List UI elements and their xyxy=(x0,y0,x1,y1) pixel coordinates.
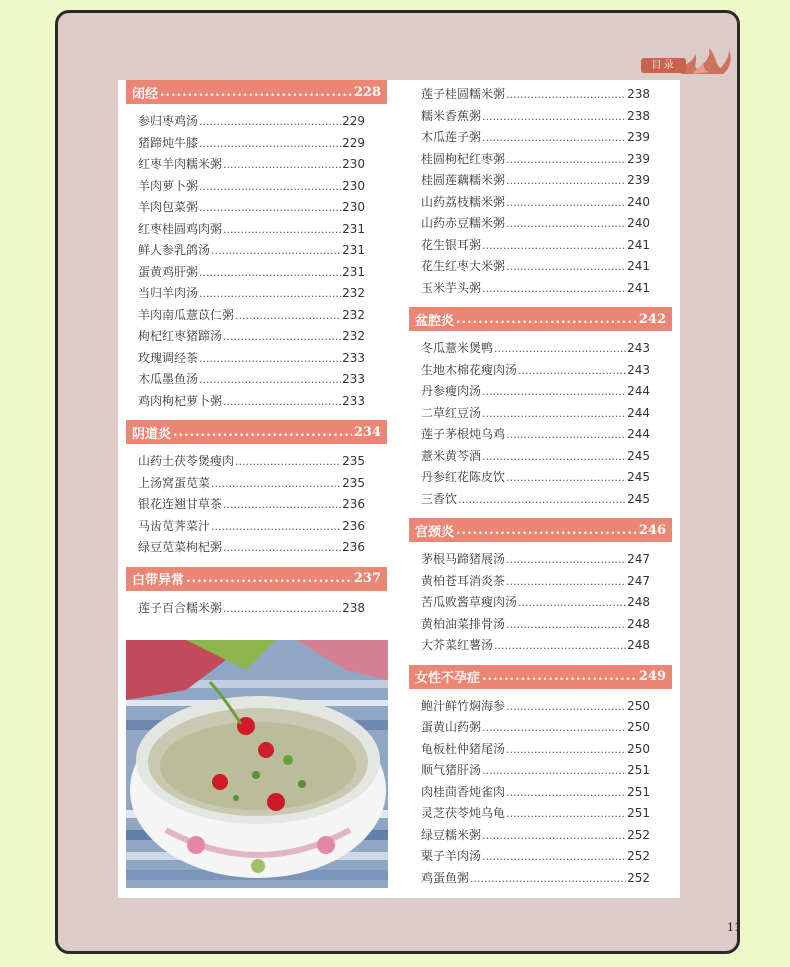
dot-leader xyxy=(482,110,626,123)
toc-entry[interactable] xyxy=(126,198,387,220)
entry-name: 丹参红花陈皮饮 xyxy=(421,470,506,484)
dot-leader xyxy=(506,743,626,756)
toc-entry[interactable] xyxy=(126,327,387,349)
toc-entry[interactable] xyxy=(126,263,387,285)
dot-leader xyxy=(494,342,626,355)
dot-leader xyxy=(456,312,637,327)
dot-leader xyxy=(506,575,626,588)
entry-page-number: 233 xyxy=(342,393,365,408)
entry-name: 桂圆枸杞红枣粥 xyxy=(421,151,506,166)
entry-name: 生地木棉花瘦肉汤 xyxy=(421,362,518,377)
dot-leader xyxy=(482,450,626,463)
dot-leader xyxy=(199,180,341,193)
entry-list xyxy=(126,444,387,567)
entry-name: 肉桂茴香炖雀肉 xyxy=(421,784,506,799)
entry-name: 黄柏油菜排骨汤 xyxy=(421,616,506,631)
toc-entry[interactable] xyxy=(126,112,387,134)
toc-entry[interactable] xyxy=(126,134,387,156)
entry-page-number: 229 xyxy=(342,135,365,150)
porridge-photo xyxy=(126,640,388,888)
entry-name: 花生银耳粥 xyxy=(421,237,482,252)
entry-page-number: 239 xyxy=(627,130,650,144)
entry-name: 羊肉萝卜粥 xyxy=(138,178,199,193)
entry-page-number: 230 xyxy=(342,157,365,171)
toc-entry[interactable] xyxy=(126,392,387,414)
entry-page-number: 231 xyxy=(342,221,365,236)
dot-leader xyxy=(223,330,341,343)
entry-page-number: 232 xyxy=(342,329,365,343)
dot-leader xyxy=(482,282,626,295)
entry-list xyxy=(409,689,672,898)
entry-name: 冬瓜薏米煲鸭 xyxy=(421,341,494,355)
dot-leader xyxy=(223,541,341,554)
section-header[interactable] xyxy=(126,420,387,444)
entry-name: 鲍汁鲜竹焖海参 xyxy=(421,698,506,713)
toc-right-column xyxy=(409,80,672,897)
entry-name: 桂圆莲藕糯米粥 xyxy=(421,173,506,187)
toc-entry[interactable] xyxy=(409,718,672,740)
entry-name: 糯米香蕉粥 xyxy=(421,108,482,123)
entry-page-number: 239 xyxy=(627,151,650,166)
dot-leader xyxy=(223,158,341,171)
entry-name: 山药土茯苓煲瘦肉 xyxy=(138,454,235,468)
toc-entry[interactable] xyxy=(409,636,672,658)
entry-name: 蛋黄山药粥 xyxy=(421,720,482,734)
entry-name: 丹参瘦肉汤 xyxy=(421,384,482,398)
dot-leader xyxy=(482,385,626,398)
dot-leader xyxy=(482,850,626,863)
dot-leader xyxy=(506,196,626,209)
dot-leader xyxy=(199,115,341,128)
dot-leader xyxy=(482,829,626,842)
dot-leader xyxy=(482,407,626,420)
dot-leader xyxy=(482,239,626,252)
dot-leader xyxy=(211,520,341,533)
dot-leader xyxy=(199,287,341,300)
section-title: 闭经 xyxy=(132,86,159,102)
toc-entry[interactable] xyxy=(126,495,387,517)
dot-leader xyxy=(211,244,341,257)
entry-page-number: 241 xyxy=(627,280,650,295)
toc-entry[interactable] xyxy=(409,257,672,279)
entry-name: 鸡蛋鱼粥 xyxy=(421,870,470,885)
entry-name: 茅根马蹄猪展汤 xyxy=(421,552,506,566)
entry-name: 大芥菜红薯汤 xyxy=(421,638,494,652)
entry-page-number: 235 xyxy=(342,475,365,490)
entry-name: 玫瑰调经茶 xyxy=(138,350,199,365)
entry-name: 上汤窝蛋苋菜 xyxy=(138,475,211,490)
entry-name: 蛋黄鸡肝粥 xyxy=(138,264,199,279)
page-frame xyxy=(55,10,740,954)
dot-leader xyxy=(173,425,352,440)
toc-entry[interactable] xyxy=(126,452,387,474)
entry-page-number: 241 xyxy=(627,237,650,252)
entry-page-number: 230 xyxy=(342,178,365,193)
entry-page-number: 250 xyxy=(627,720,650,734)
section-page-number: 242 xyxy=(638,311,666,327)
section-header[interactable] xyxy=(409,665,672,689)
toc-entry[interactable] xyxy=(126,284,387,306)
entry-name: 绿豆苋菜枸杞粥 xyxy=(138,540,223,554)
entry-name: 木瓜莲子粥 xyxy=(421,130,482,144)
toc-entry[interactable] xyxy=(126,474,387,496)
toc-entry[interactable] xyxy=(126,306,387,328)
entry-name: 苦瓜败酱草瘦肉汤 xyxy=(421,595,518,609)
entry-page-number: 239 xyxy=(627,173,650,187)
section-header[interactable] xyxy=(409,518,672,542)
entry-name: 红枣羊肉糯米粥 xyxy=(138,157,223,171)
entry-name: 银花连翘甘草茶 xyxy=(138,497,223,511)
toc-entry[interactable] xyxy=(409,550,672,572)
entry-page-number: 252 xyxy=(627,827,650,842)
entry-name: 鲜人参乳鸽汤 xyxy=(138,243,211,257)
entry-page-number: 240 xyxy=(627,216,650,230)
dot-leader xyxy=(223,602,341,615)
toc-entry[interactable] xyxy=(409,171,672,193)
toc-entry[interactable] xyxy=(126,517,387,539)
section-title: 宫颈炎 xyxy=(415,524,455,540)
section-title: 女性不孕症 xyxy=(415,671,481,686)
dot-leader xyxy=(506,217,626,230)
entry-page-number: 243 xyxy=(627,341,650,355)
entry-page-number: 244 xyxy=(627,405,650,420)
dot-leader xyxy=(458,493,626,506)
entry-list xyxy=(126,104,387,420)
toc-entry[interactable] xyxy=(409,593,672,615)
section-title: 盆腔炎 xyxy=(415,313,455,329)
entry-page-number: 251 xyxy=(627,763,650,777)
toc-entry[interactable] xyxy=(409,236,672,258)
entry-name: 三香饮 xyxy=(421,491,458,506)
dot-leader xyxy=(506,153,626,166)
dot-leader xyxy=(494,639,626,652)
dot-leader xyxy=(235,309,341,322)
dot-leader xyxy=(506,428,626,441)
toc-entry[interactable] xyxy=(126,155,387,177)
dot-leader xyxy=(160,85,352,100)
entry-name: 黄柏苍耳消炎茶 xyxy=(421,573,506,588)
entry-page-number: 240 xyxy=(627,194,650,209)
section-page-number: 228 xyxy=(353,84,381,100)
entry-page-number: 233 xyxy=(342,350,365,365)
entry-page-number: 244 xyxy=(627,384,650,398)
toc-entry[interactable] xyxy=(409,193,672,215)
entry-page-number: 236 xyxy=(342,497,365,511)
dot-leader xyxy=(482,721,626,734)
toc-entry[interactable] xyxy=(409,107,672,129)
entry-name: 顺气猪肝汤 xyxy=(421,763,482,777)
toc-entry[interactable] xyxy=(409,826,672,848)
entry-page-number: 252 xyxy=(627,870,650,885)
entry-page-number: 245 xyxy=(627,448,650,463)
entry-name: 花生红枣大米粥 xyxy=(421,259,506,273)
dot-leader xyxy=(456,523,637,538)
entry-list xyxy=(126,591,387,628)
toc-entry[interactable] xyxy=(126,599,387,621)
toc-left-column xyxy=(126,80,387,627)
dot-leader xyxy=(223,395,341,408)
entry-page-number: 232 xyxy=(342,307,365,322)
entry-name: 参归枣鸡汤 xyxy=(138,114,199,128)
entry-name: 鸡肉枸杞萝卜粥 xyxy=(138,393,223,408)
entry-name: 马齿苋荠菜汁 xyxy=(138,518,211,533)
toc-entry[interactable] xyxy=(409,150,672,172)
dot-leader xyxy=(235,455,341,468)
dot-leader xyxy=(506,786,626,799)
entry-page-number: 248 xyxy=(627,616,650,631)
dot-leader xyxy=(199,352,341,365)
entry-page-number: 236 xyxy=(342,540,365,554)
dot-leader xyxy=(470,872,626,885)
toc-entry[interactable] xyxy=(409,361,672,383)
toc-entry[interactable] xyxy=(409,783,672,805)
toc-entry[interactable] xyxy=(409,404,672,426)
entry-page-number: 243 xyxy=(627,362,650,377)
toc-sheet xyxy=(118,80,680,898)
dot-leader xyxy=(223,223,341,236)
dot-leader xyxy=(506,471,626,484)
entry-name: 木瓜墨鱼汤 xyxy=(138,372,199,386)
toc-entry[interactable] xyxy=(409,847,672,869)
entry-name: 山药赤豆糯米粥 xyxy=(421,216,506,230)
toc-entry[interactable] xyxy=(409,869,672,891)
entry-name: 莲子桂圆糯米粥 xyxy=(421,87,506,101)
dot-leader xyxy=(506,700,626,713)
toc-entry[interactable] xyxy=(409,740,672,762)
entry-name: 枸杞红枣猪蹄汤 xyxy=(138,329,223,343)
entry-name: 猪蹄炖牛膝 xyxy=(138,135,199,150)
entry-page-number: 231 xyxy=(342,243,365,257)
entry-page-number: 248 xyxy=(627,638,650,652)
entry-list xyxy=(409,80,672,307)
entry-name: 薏米黄芩酒 xyxy=(421,448,482,463)
toc-entry[interactable] xyxy=(409,85,672,107)
dot-leader xyxy=(199,373,341,386)
entry-page-number: 229 xyxy=(342,114,365,128)
entry-page-number: 251 xyxy=(627,784,650,799)
toc-entry[interactable] xyxy=(126,241,387,263)
entry-page-number: 238 xyxy=(627,87,650,101)
entry-page-number: 250 xyxy=(627,698,650,713)
page-number: 11 xyxy=(727,921,741,934)
section-page-number: 249 xyxy=(638,669,666,684)
entry-page-number: 238 xyxy=(627,108,650,123)
entry-page-number: 247 xyxy=(627,573,650,588)
toc-entry[interactable] xyxy=(409,339,672,361)
dot-leader xyxy=(506,618,626,631)
entry-page-number: 232 xyxy=(342,286,365,300)
entry-page-number: 245 xyxy=(627,491,650,506)
entry-name: 羊肉南瓜薏苡仁粥 xyxy=(138,307,235,322)
entry-name: 羊肉包菜粥 xyxy=(138,200,199,214)
toc-entry[interactable] xyxy=(126,220,387,242)
toc-entry[interactable] xyxy=(409,761,672,783)
entry-page-number: 248 xyxy=(627,595,650,609)
section-header[interactable] xyxy=(126,80,387,104)
toc-tag: 目录 xyxy=(641,58,686,73)
entry-page-number: 231 xyxy=(342,264,365,279)
toc-entry[interactable] xyxy=(409,804,672,826)
section-title: 阴道炎 xyxy=(132,426,172,442)
toc-entry[interactable] xyxy=(409,425,672,447)
dot-leader xyxy=(199,201,341,214)
section-page-number: 246 xyxy=(638,522,666,538)
entry-page-number: 230 xyxy=(342,200,365,214)
dot-leader xyxy=(518,364,626,377)
toc-entry[interactable] xyxy=(409,128,672,150)
section-page-number: 234 xyxy=(353,424,381,440)
dot-leader xyxy=(506,260,626,273)
dot-leader xyxy=(506,553,626,566)
section-header[interactable] xyxy=(409,307,672,331)
toc-entry[interactable] xyxy=(409,382,672,404)
dot-leader xyxy=(223,498,341,511)
section-page-number: 237 xyxy=(353,571,381,586)
entry-page-number: 241 xyxy=(627,259,650,273)
dot-leader xyxy=(482,669,637,684)
entry-page-number: 238 xyxy=(342,600,365,615)
entry-page-number: 245 xyxy=(627,470,650,484)
toc-entry[interactable] xyxy=(409,447,672,469)
entry-page-number: 252 xyxy=(627,849,650,863)
dot-leader xyxy=(186,571,352,586)
entry-page-number: 244 xyxy=(627,427,650,441)
dot-leader xyxy=(506,807,626,820)
entry-name: 二草红豆汤 xyxy=(421,405,482,420)
entry-name: 栗子羊肉汤 xyxy=(421,849,482,863)
toc-entry[interactable] xyxy=(409,214,672,236)
toc-entry[interactable] xyxy=(126,177,387,199)
entry-name: 莲子茅根炖乌鸡 xyxy=(421,427,506,441)
entry-page-number: 247 xyxy=(627,552,650,566)
entry-name: 绿豆糯米粥 xyxy=(421,827,482,842)
toc-entry[interactable] xyxy=(409,572,672,594)
entry-name: 莲子百合糯米粥 xyxy=(138,600,223,615)
dot-leader xyxy=(506,174,626,187)
entry-list xyxy=(409,542,672,665)
entry-name: 红枣桂圆鸡肉粥 xyxy=(138,221,223,236)
section-header[interactable] xyxy=(126,567,387,591)
dot-leader xyxy=(199,266,341,279)
toc-entry[interactable] xyxy=(126,538,387,560)
dot-leader xyxy=(482,764,626,777)
toc-entry[interactable] xyxy=(409,468,672,490)
entry-page-number: 251 xyxy=(627,806,650,820)
entry-page-number: 250 xyxy=(627,741,650,756)
entry-page-number: 235 xyxy=(342,454,365,468)
entry-page-number: 233 xyxy=(342,372,365,386)
entry-name: 当归羊肉汤 xyxy=(138,286,199,300)
entry-name: 山药荔枝糯米粥 xyxy=(421,194,506,209)
entry-name: 玉米芋头粥 xyxy=(421,280,482,295)
toc-entry[interactable] xyxy=(126,349,387,371)
entry-name: 灵芝茯苓炖乌龟 xyxy=(421,806,506,820)
dot-leader xyxy=(482,131,626,144)
toc-entry[interactable] xyxy=(126,370,387,392)
toc-entry[interactable] xyxy=(409,490,672,512)
toc-entry[interactable] xyxy=(409,279,672,301)
dot-leader xyxy=(199,137,341,150)
toc-entry[interactable] xyxy=(409,615,672,637)
dot-leader xyxy=(506,88,626,101)
dot-leader xyxy=(518,596,626,609)
toc-entry[interactable] xyxy=(409,697,672,719)
entry-name: 龟板杜仲猪尾汤 xyxy=(421,741,506,756)
entry-list xyxy=(409,331,672,518)
dot-leader xyxy=(211,477,341,490)
entry-page-number: 236 xyxy=(342,518,365,533)
section-title: 白带异常 xyxy=(132,573,185,588)
